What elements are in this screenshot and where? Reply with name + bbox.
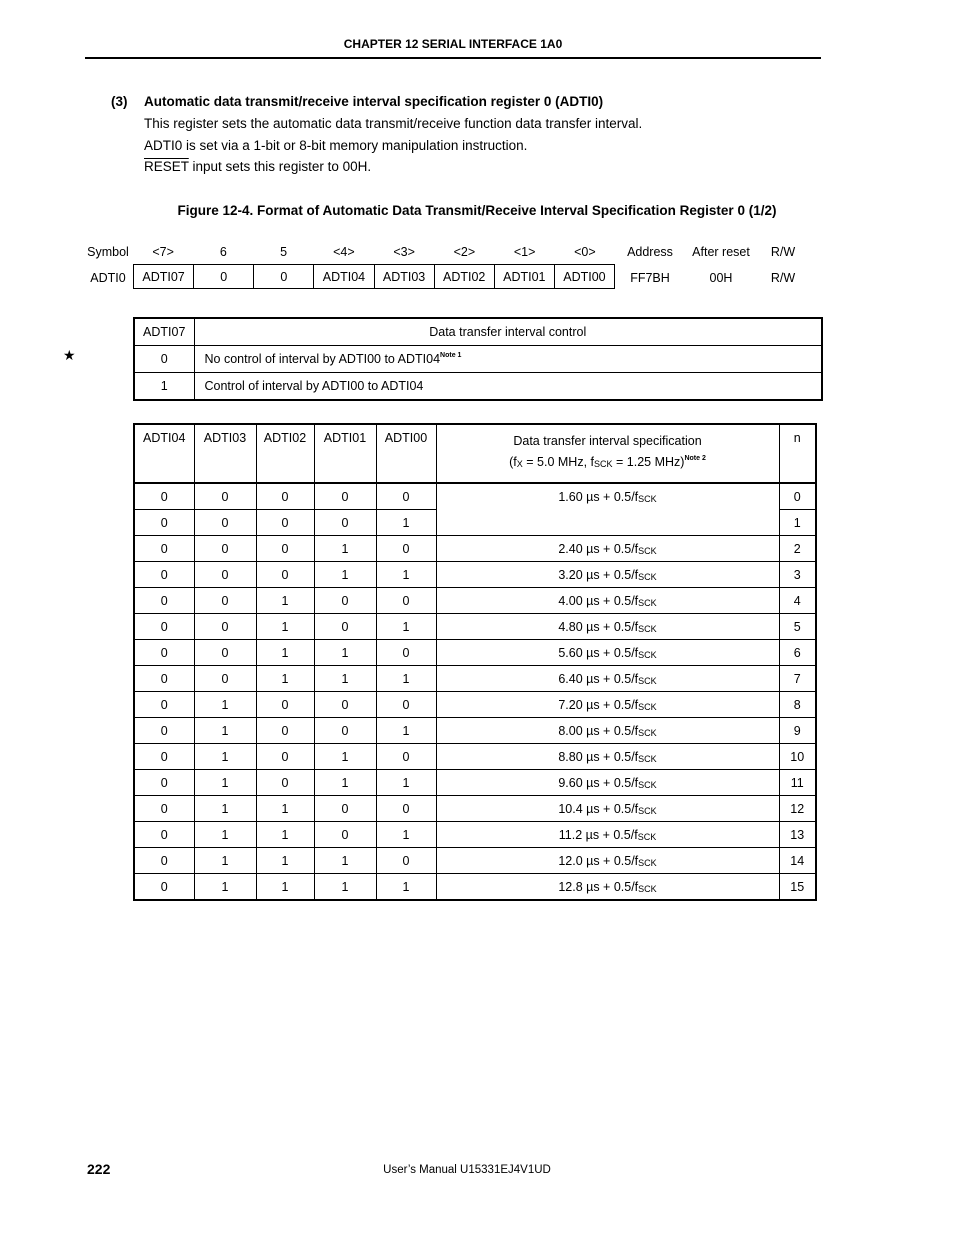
n-cell: 3 xyxy=(779,562,816,588)
bit-cell: 0 xyxy=(134,666,194,692)
bit-label: <2> xyxy=(453,245,476,259)
table-row xyxy=(134,536,816,562)
bit-cell: 1 xyxy=(314,666,376,692)
spec-value: 4.80 µs xyxy=(558,619,600,634)
bit-cell: 0 xyxy=(194,510,256,536)
spec-suffix-sub: SCK xyxy=(638,597,657,608)
spec-suffix: + 0.5/f xyxy=(599,619,639,634)
spec-suffix-sub: SCK xyxy=(638,623,657,634)
bit-cell: 0 xyxy=(134,640,194,666)
bit-cell: 0 xyxy=(134,848,194,874)
spec-value: 9.60 µs xyxy=(558,775,600,790)
bit-label: <7> xyxy=(152,245,174,259)
bit-cell: 0 xyxy=(314,510,376,536)
bit-cell: 0 xyxy=(376,744,436,770)
bit-cell: 1 xyxy=(376,874,436,901)
bit-cell: 0 xyxy=(134,562,194,588)
spec-suffix: + 0.5/f xyxy=(599,775,639,790)
bit-cell: 0 xyxy=(134,692,194,718)
bit-cell: 1 xyxy=(256,640,314,666)
footer-text: User’s Manual U15331EJ4V1UD xyxy=(383,1164,551,1176)
spec-cell xyxy=(436,562,779,588)
bit-cell: 0 xyxy=(134,614,194,640)
bit-cell: 0 xyxy=(314,588,376,614)
bit-cell: 0 xyxy=(256,510,314,536)
n-cell: 4 xyxy=(779,588,816,614)
reset-signal: RESET xyxy=(144,159,189,174)
bit-cell: 0 xyxy=(314,614,376,640)
bit-cell: 0 xyxy=(314,796,376,822)
spec-cell xyxy=(436,744,779,770)
spec-value: 7.20 µs xyxy=(558,697,600,712)
table-row xyxy=(134,640,816,666)
bit-cell: 1 xyxy=(314,536,376,562)
col-desc: Data transfer interval control xyxy=(194,318,822,346)
table-row xyxy=(134,874,816,901)
table-row xyxy=(134,373,822,401)
bit-cell: 0 xyxy=(194,483,256,510)
spec-value: 12.8 µs xyxy=(558,879,600,894)
spec-suffix: + 0.5/f xyxy=(599,723,639,738)
spec-suffix-sub: SCK xyxy=(638,494,657,504)
bit-cell: 0 xyxy=(194,562,256,588)
bit-cell: 0 xyxy=(376,588,436,614)
bit-cell: 1 xyxy=(194,796,256,822)
spec-suffix-sub: SCK xyxy=(638,545,657,556)
spec-value: 2.40 µs xyxy=(558,541,600,556)
n-cell: 11 xyxy=(779,770,816,796)
table-row xyxy=(134,346,822,373)
bit-cell: 0 xyxy=(314,483,376,510)
bit-cell: 0 xyxy=(194,588,256,614)
n-cell: 9 xyxy=(779,718,816,744)
spec-suffix: + 0.5/f xyxy=(599,645,639,660)
spec-value: 3.20 µs xyxy=(558,567,600,582)
bit-cell: 0 xyxy=(376,848,436,874)
register-bit: ADTI04 xyxy=(314,265,374,288)
bit-cell: 1 xyxy=(314,848,376,874)
n-cell: 10 xyxy=(779,744,816,770)
spec-value: 8.00 µs xyxy=(558,723,600,738)
register-after-reset: 00H xyxy=(709,271,733,285)
bit-cell: 1 xyxy=(256,874,314,901)
interval-control-table xyxy=(133,317,823,401)
register-rw: R/W xyxy=(770,271,796,285)
register-bit: ADTI07 xyxy=(134,265,194,288)
bit-cell: 1 xyxy=(314,744,376,770)
spec-header-part: = 5.0 MHz, f xyxy=(522,455,595,469)
bit-cell: 1 xyxy=(194,744,256,770)
bit-cell: 0 xyxy=(134,874,194,901)
spec-suffix-sub: SCK xyxy=(638,883,657,894)
n-cell: 14 xyxy=(779,848,816,874)
table-row xyxy=(134,562,816,588)
bit-label: <1> xyxy=(513,245,536,259)
row-desc: Control of interval by ADTI00 to ADTI04 xyxy=(194,373,822,401)
bit-cell: 0 xyxy=(256,536,314,562)
spec-header-part: Note 2 xyxy=(684,455,706,462)
register-bit: 0 xyxy=(254,265,314,288)
reset-text: input sets this register to 00H. xyxy=(188,159,372,174)
bit-cell: 1 xyxy=(256,822,314,848)
bit-cell: 1 xyxy=(194,874,256,901)
figure-title: Figure 12-4. Format of Automatic Data Transmit/Receive Interval Specification Register 0 (1/2) xyxy=(177,203,777,218)
col-header: ADTI04 xyxy=(134,424,194,483)
register-bit-box xyxy=(133,264,615,289)
bit-cell: 0 xyxy=(256,744,314,770)
spec-cell xyxy=(436,614,779,640)
spec-suffix: + 0.5/f xyxy=(599,827,638,842)
bit-cell: 1 xyxy=(256,796,314,822)
spec-suffix: + 0.5/f xyxy=(599,697,639,712)
bit-cell: 1 xyxy=(256,666,314,692)
table-header-row xyxy=(134,424,816,483)
bit-cell: 1 xyxy=(376,770,436,796)
bit-label: 5 xyxy=(280,245,288,259)
bit-cell: 0 xyxy=(256,692,314,718)
bit-cell: 1 xyxy=(314,640,376,666)
table-row xyxy=(134,588,816,614)
spec-header-part: = 1.25 MHz) xyxy=(612,455,685,469)
n-cell: 7 xyxy=(779,666,816,692)
spec-suffix: + 0.5/f xyxy=(599,749,639,764)
spec-suffix: + 0.5/f xyxy=(599,490,639,504)
table-row xyxy=(134,666,816,692)
spec-suffix-sub: SCK xyxy=(638,727,657,738)
bit-cell: 0 xyxy=(376,536,436,562)
n-cell: 2 xyxy=(779,536,816,562)
spec-cell xyxy=(436,770,779,796)
para-line-1: This register sets the automatic data transmit/receive function data transfer interval. xyxy=(144,116,643,131)
register-bit: ADTI03 xyxy=(375,265,435,288)
spec-cell xyxy=(436,718,779,744)
bit-cell: 1 xyxy=(256,588,314,614)
spec-cell xyxy=(436,483,779,536)
spec-header-part: X xyxy=(516,459,523,469)
table-row xyxy=(134,718,816,744)
symbol-label: Symbol xyxy=(87,245,129,259)
n-cell: 1 xyxy=(779,510,816,536)
spec-suffix-sub: SCK xyxy=(638,779,657,790)
col-header-spec xyxy=(436,424,779,483)
bit-cell: 1 xyxy=(376,510,436,536)
bit-cell: 0 xyxy=(376,483,436,510)
spec-suffix-sub: SCK xyxy=(638,753,657,764)
bit-cell: 0 xyxy=(134,483,194,510)
spec-suffix-sub: SCK xyxy=(638,571,657,582)
spec-header-line1: Data transfer interval specification xyxy=(513,434,702,448)
spec-value: 10.4 µs xyxy=(558,801,600,816)
bit-cell: 1 xyxy=(314,562,376,588)
bit-label: <4> xyxy=(333,245,355,259)
bit-cell: 0 xyxy=(134,796,194,822)
bit-value: 0 xyxy=(134,346,194,373)
section-title-text: Automatic data transmit/receive interval specification register 0 (ADTI0) xyxy=(144,94,604,109)
para-line-2: ADTI0 is set via a 1-bit or 8-bit memory manipulation instruction. xyxy=(144,138,528,153)
table-row xyxy=(134,483,816,510)
bit-cell: 0 xyxy=(134,822,194,848)
spec-cell xyxy=(436,536,779,562)
spec-suffix: + 0.5/f xyxy=(599,671,639,686)
bit-cell: 1 xyxy=(376,562,436,588)
bit-label: 6 xyxy=(219,245,227,259)
bit-cell: 0 xyxy=(134,770,194,796)
interval-spec-table xyxy=(133,423,817,901)
spec-header-part: (f xyxy=(509,455,517,469)
bit-cell: 0 xyxy=(134,510,194,536)
bit-cell: 0 xyxy=(256,718,314,744)
spec-cell xyxy=(436,848,779,874)
col-bit: ADTI07 xyxy=(134,318,194,346)
bit-cell: 0 xyxy=(314,692,376,718)
spec-suffix: + 0.5/f xyxy=(599,801,639,816)
table-row xyxy=(134,744,816,770)
register-bit: ADTI01 xyxy=(495,265,555,288)
bit-cell: 0 xyxy=(376,796,436,822)
bit-cell: 0 xyxy=(134,744,194,770)
spec-suffix: + 0.5/f xyxy=(599,853,639,868)
spec-suffix-sub: SCK xyxy=(638,649,657,660)
table-row xyxy=(134,692,816,718)
bit-cell: 1 xyxy=(314,770,376,796)
spec-header-part: SCK xyxy=(594,459,613,469)
bit-cell: 1 xyxy=(256,614,314,640)
spec-value: 5.60 µs xyxy=(558,645,600,660)
header-rule xyxy=(85,57,821,59)
table-row xyxy=(134,822,816,848)
spec-value: 12.0 µs xyxy=(558,853,600,868)
n-cell: 8 xyxy=(779,692,816,718)
spec-suffix-sub: SCK xyxy=(638,805,657,816)
row-desc xyxy=(194,346,822,373)
col-header: ADTI03 xyxy=(194,424,256,483)
bit-cell: 1 xyxy=(194,822,256,848)
spec-cell xyxy=(436,640,779,666)
bit-cell: 1 xyxy=(376,666,436,692)
bit-cell: 1 xyxy=(256,848,314,874)
revision-star-icon: ★ xyxy=(63,347,76,363)
bit-cell: 1 xyxy=(194,770,256,796)
bit-cell: 0 xyxy=(314,718,376,744)
table-row xyxy=(134,770,816,796)
after-reset-label: After reset xyxy=(692,245,750,259)
spec-cell xyxy=(436,796,779,822)
desc-text: No control of interval by ADTI00 to ADTI04 xyxy=(204,352,441,366)
col-header: ADTI02 xyxy=(256,424,314,483)
n-cell: 5 xyxy=(779,614,816,640)
spec-cell xyxy=(436,874,779,901)
table-row xyxy=(134,848,816,874)
bit-cell: 0 xyxy=(194,666,256,692)
n-cell: 0 xyxy=(779,483,816,510)
spec-cell xyxy=(436,822,779,848)
page-number: 222 xyxy=(87,1161,111,1177)
n-cell: 6 xyxy=(779,640,816,666)
address-label: Address xyxy=(627,245,673,259)
para-line-3 xyxy=(144,159,371,174)
chapter-header: CHAPTER 12 SERIAL INTERFACE 1A0 xyxy=(343,37,563,51)
bit-cell: 0 xyxy=(256,483,314,510)
spec-suffix: + 0.5/f xyxy=(599,567,639,582)
spec-value: 4.00 µs xyxy=(558,593,600,608)
bit-cell: 1 xyxy=(376,718,436,744)
bit-cell: 0 xyxy=(134,588,194,614)
col-header: ADTI01 xyxy=(314,424,376,483)
bit-cell: 0 xyxy=(194,614,256,640)
register-bit: ADTI00 xyxy=(563,270,606,284)
col-header: ADTI00 xyxy=(376,424,436,483)
bit-cell: 1 xyxy=(376,822,436,848)
bit-value: 1 xyxy=(134,373,194,401)
section-title xyxy=(111,94,603,109)
n-cell: 12 xyxy=(779,796,816,822)
spec-suffix: + 0.5/f xyxy=(599,879,639,894)
table-header-row xyxy=(134,318,822,346)
bit-cell: 1 xyxy=(314,874,376,901)
spec-cell xyxy=(436,588,779,614)
register-address: FF7BH xyxy=(630,271,670,285)
bit-cell: 0 xyxy=(134,718,194,744)
bit-label: <3> xyxy=(393,245,415,259)
register-bit: 0 xyxy=(194,265,254,288)
register-bit: ADTI02 xyxy=(435,265,495,288)
bit-cell: 0 xyxy=(134,536,194,562)
table-row xyxy=(134,614,816,640)
spec-suffix-sub: SCK xyxy=(638,675,657,686)
spec-value: 1.60 µs xyxy=(558,490,600,504)
spec-value: 11.2 µs xyxy=(558,827,600,842)
spec-cell xyxy=(436,692,779,718)
col-header-n: n xyxy=(779,424,816,483)
bit-cell: 0 xyxy=(194,640,256,666)
n-cell: 15 xyxy=(779,874,816,901)
bit-cell: 0 xyxy=(256,562,314,588)
bit-cell: 0 xyxy=(194,536,256,562)
bit-cell: 0 xyxy=(314,822,376,848)
rw-label: R/W xyxy=(770,245,796,259)
bit-cell: 0 xyxy=(376,640,436,666)
bit-cell: 0 xyxy=(256,770,314,796)
bit-cell: 0 xyxy=(376,692,436,718)
spec-cell xyxy=(436,666,779,692)
spec-header-line2 xyxy=(437,450,779,473)
section-number: (3) xyxy=(111,94,128,109)
bit-cell: 1 xyxy=(194,692,256,718)
spec-suffix: + 0.5/f xyxy=(599,541,639,556)
spec-suffix-sub: SCK xyxy=(638,857,657,868)
bit-cell: 1 xyxy=(376,614,436,640)
n-cell: 13 xyxy=(779,822,816,848)
register-symbol: ADTI0 xyxy=(90,271,126,285)
note-ref: Note 1 xyxy=(440,352,462,359)
spec-suffix-sub: SCK xyxy=(638,701,657,712)
bit-cell: 1 xyxy=(194,718,256,744)
spec-value: 8.80 µs xyxy=(558,749,600,764)
spec-suffix-sub: SCK xyxy=(637,831,657,842)
spec-value: 6.40 µs xyxy=(558,671,600,686)
spec-suffix: + 0.5/f xyxy=(599,593,639,608)
table-row xyxy=(134,796,816,822)
bit-cell: 1 xyxy=(194,848,256,874)
bit-label: <0> xyxy=(574,245,596,259)
